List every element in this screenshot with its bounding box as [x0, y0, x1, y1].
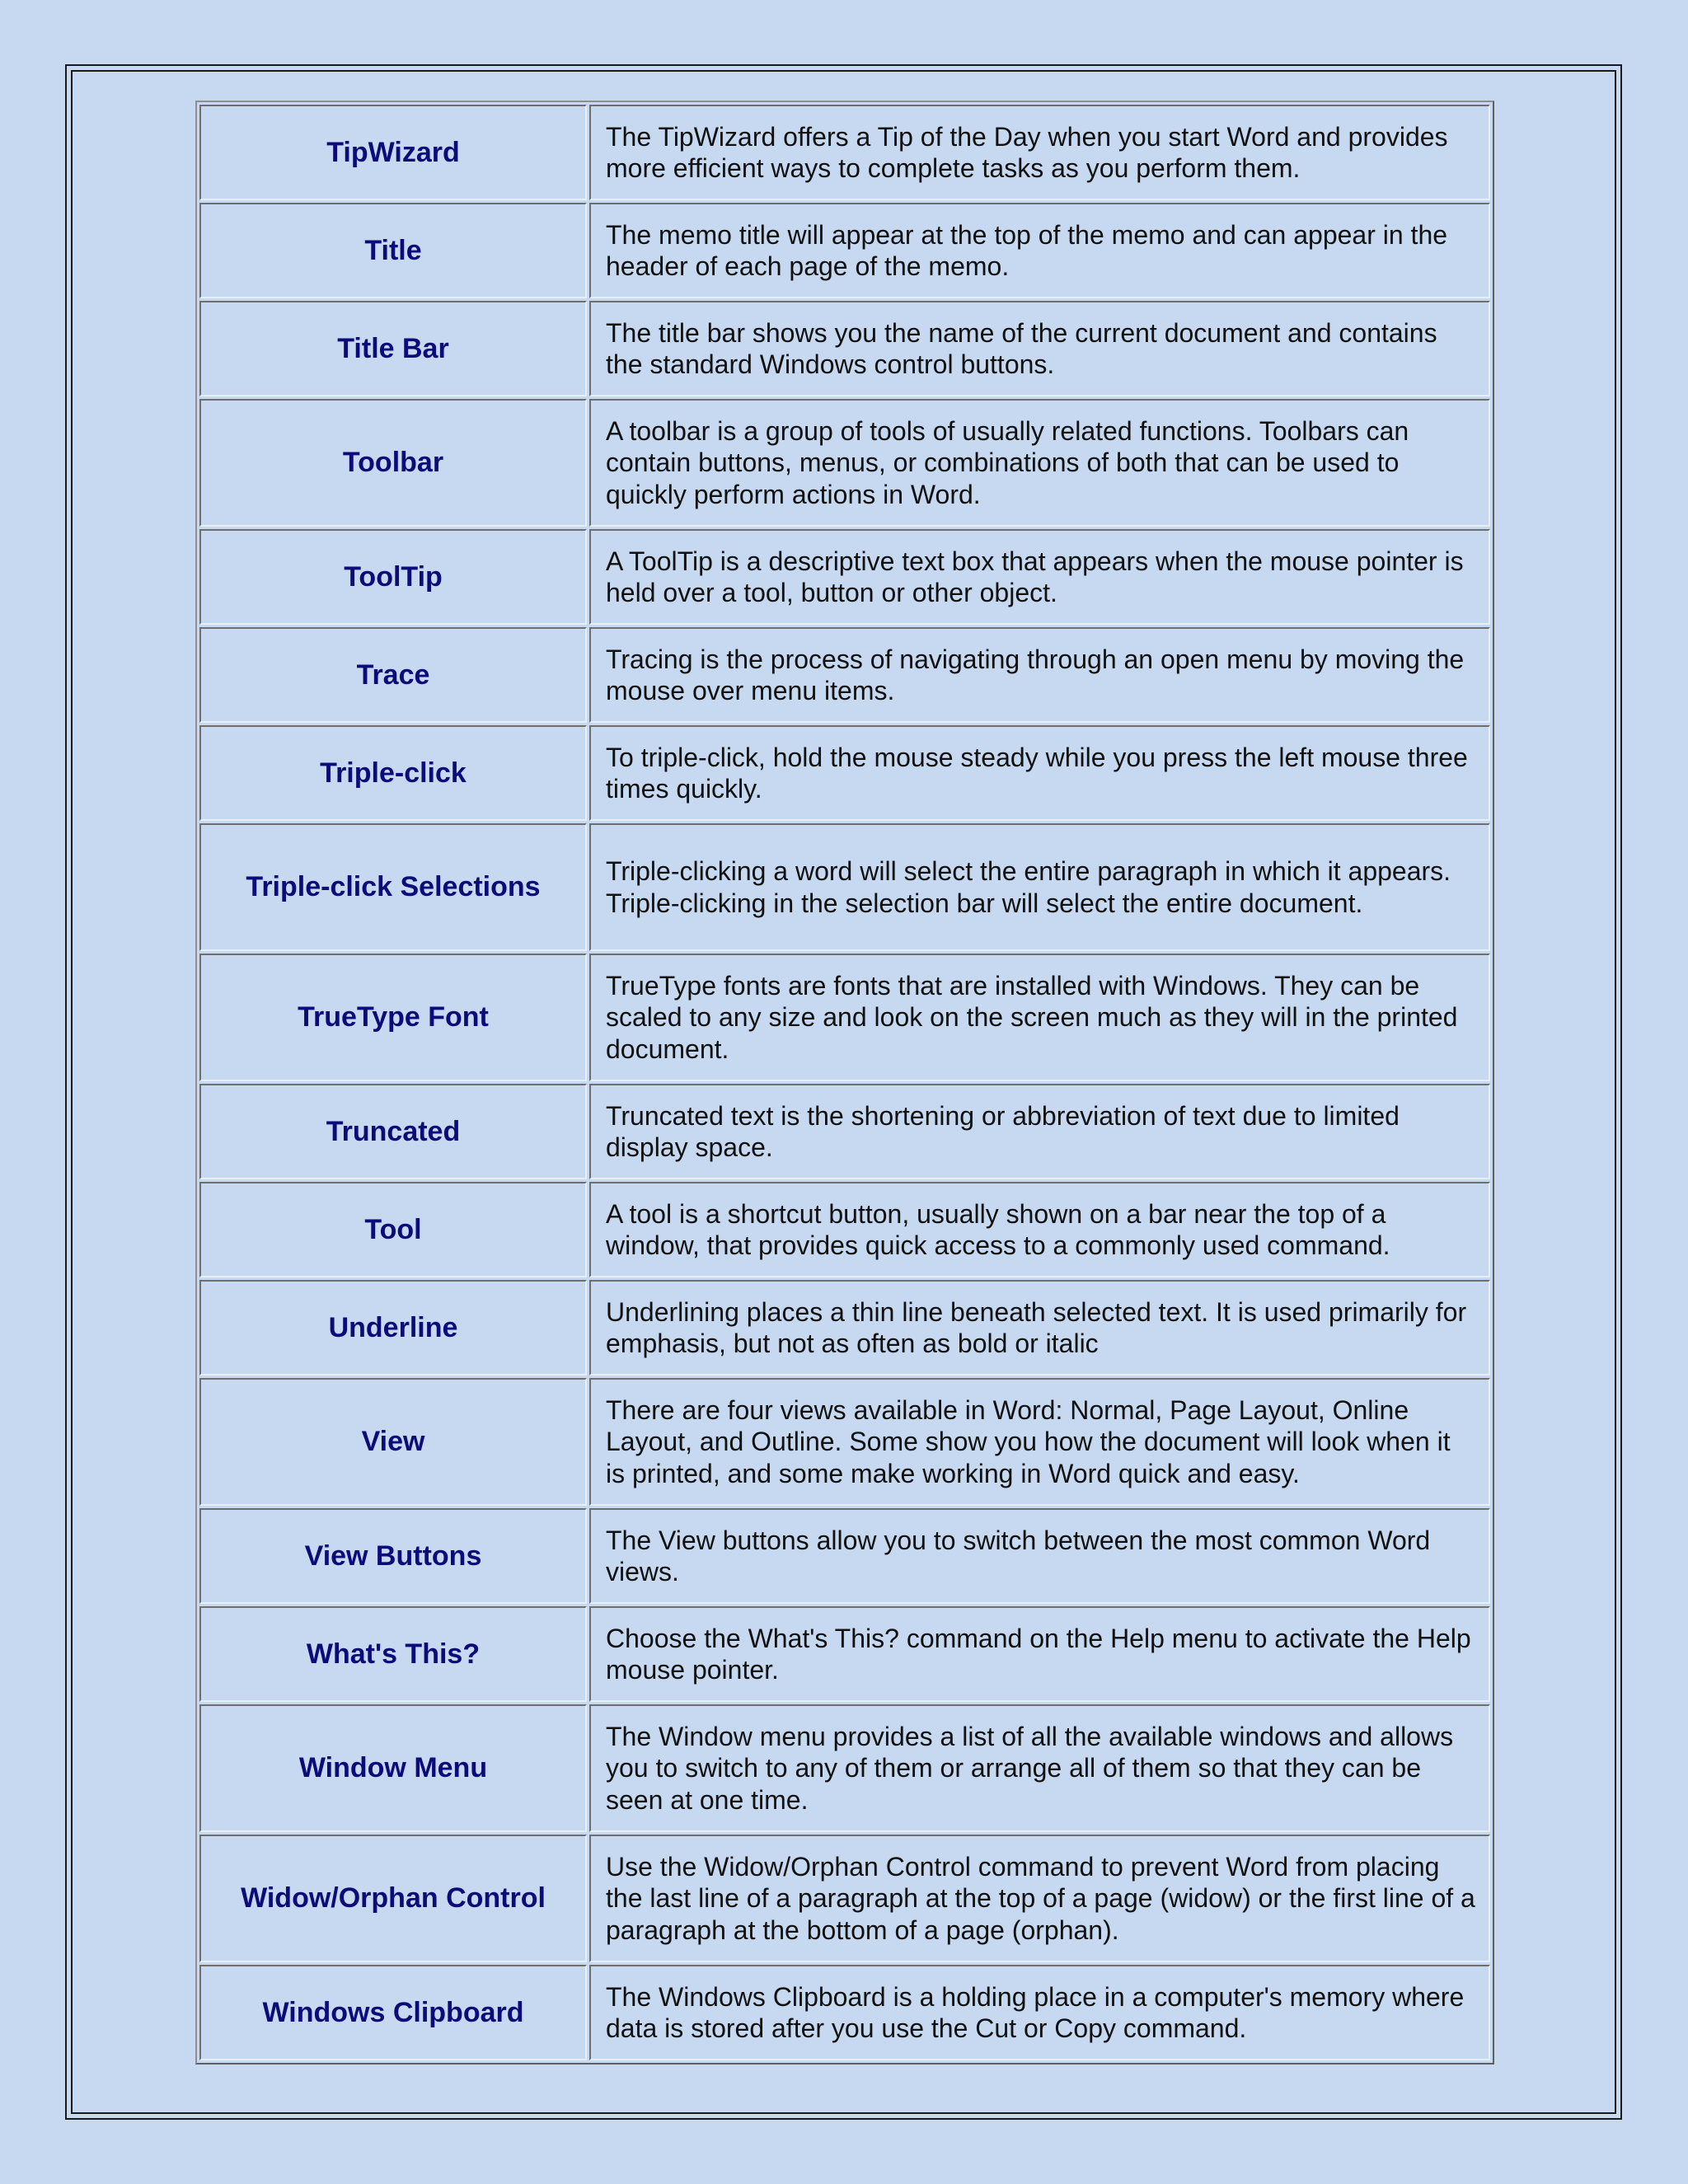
glossary-term: TipWizard	[199, 105, 587, 200]
glossary-row	[199, 1378, 1490, 1506]
glossary-definition: A toolbar is a group of tools of usually related functions. Toolbars can contain buttons, menus, or combinations of both that can be used to quickly perform actions in Word.	[589, 399, 1490, 527]
glossary-definition: To triple-click, hold the mouse steady while you press the left mouse three times quickly.	[589, 725, 1490, 821]
glossary-term: Toolbar	[199, 399, 587, 527]
glossary-term: What's This?	[199, 1606, 587, 1702]
glossary-term: Triple-click	[199, 725, 587, 821]
glossary-term: Tool	[199, 1182, 587, 1277]
glossary-term: Truncated	[199, 1084, 587, 1179]
glossary-definition: The TipWizard offers a Tip of the Day when you start Word and provides more efficient ways to complete tasks as you perform them.	[589, 105, 1490, 200]
glossary-row	[199, 301, 1490, 396]
glossary-row	[199, 1606, 1490, 1702]
glossary-term: Title	[199, 203, 587, 298]
glossary-definition: The Windows Clipboard is a holding place in a computer's memory where data is stored after you use the Cut or Copy command.	[589, 1965, 1490, 2060]
glossary-row	[199, 1704, 1490, 1832]
glossary-definition: There are four views available in Word: Normal, Page Layout, Online Layout, and Outline. Some show you how the document will look when it is printed, and some make working in Word quick and easy.	[589, 1378, 1490, 1506]
glossary-body	[199, 105, 1490, 2060]
glossary-definition: The title bar shows you the name of the current document and contains the standard Windows control buttons.	[589, 301, 1490, 396]
glossary-table	[195, 101, 1494, 2064]
glossary-term: View	[199, 1378, 587, 1506]
glossary-row	[199, 529, 1490, 625]
glossary-definition: TrueType fonts are fonts that are installed with Windows. They can be scaled to any size and look on the screen much as they will in the printed document.	[589, 954, 1490, 1081]
glossary-row	[199, 399, 1490, 527]
glossary-definition: The View buttons allow you to switch between the most common Word views.	[589, 1508, 1490, 1604]
glossary-row	[199, 627, 1490, 723]
glossary-row	[199, 1508, 1490, 1604]
glossary-term: Triple-click Selections	[199, 823, 587, 951]
glossary-definition: Triple-clicking a word will select the entire paragraph in which it appears. Triple-clicking in the selection bar will select the entire document.	[589, 823, 1490, 951]
glossary-row	[199, 725, 1490, 821]
glossary-definition: The memo title will appear at the top of the memo and can appear in the header of each page of the memo.	[589, 203, 1490, 298]
glossary-row	[199, 203, 1490, 298]
glossary-definition: Choose the What's This? command on the Help menu to activate the Help mouse pointer.	[589, 1606, 1490, 1702]
glossary-row	[199, 1835, 1490, 1962]
glossary-term: Underline	[199, 1280, 587, 1376]
glossary-row	[199, 105, 1490, 200]
glossary-row	[199, 954, 1490, 1081]
glossary-definition: A ToolTip is a descriptive text box that appears when the mouse pointer is held over a tool, button or other object.	[589, 529, 1490, 625]
glossary-definition: Underlining places a thin line beneath selected text. It is used primarily for emphasis, but not as often as bold or italic	[589, 1280, 1490, 1376]
glossary-term: ToolTip	[199, 529, 587, 625]
glossary-definition: A tool is a shortcut button, usually shown on a bar near the top of a window, that provides quick access to a commonly used command.	[589, 1182, 1490, 1277]
glossary-term: View Buttons	[199, 1508, 587, 1604]
glossary-definition: Use the Widow/Orphan Control command to prevent Word from placing the last line of a paragraph at the top of a page (widow) or the first line of a paragraph at the bottom of a page (orphan).	[589, 1835, 1490, 1962]
glossary-row	[199, 1182, 1490, 1277]
glossary-row	[199, 1965, 1490, 2060]
glossary-row	[199, 1084, 1490, 1179]
glossary-definition: Truncated text is the shortening or abbreviation of text due to limited display space.	[589, 1084, 1490, 1179]
glossary-term: Widow/Orphan Control	[199, 1835, 587, 1962]
glossary-row	[199, 1280, 1490, 1376]
glossary-term: Window Menu	[199, 1704, 587, 1832]
glossary-term: Windows Clipboard	[199, 1965, 587, 2060]
glossary-term: Trace	[199, 627, 587, 723]
glossary-term: TrueType Font	[199, 954, 587, 1081]
glossary-definition: The Window menu provides a list of all the available windows and allows you to switch to any of them or arrange all of them so that they can be seen at one time.	[589, 1704, 1490, 1832]
glossary-term: Title Bar	[199, 301, 587, 396]
glossary-definition: Tracing is the process of navigating through an open menu by moving the mouse over menu items.	[589, 627, 1490, 723]
glossary-row	[199, 823, 1490, 951]
